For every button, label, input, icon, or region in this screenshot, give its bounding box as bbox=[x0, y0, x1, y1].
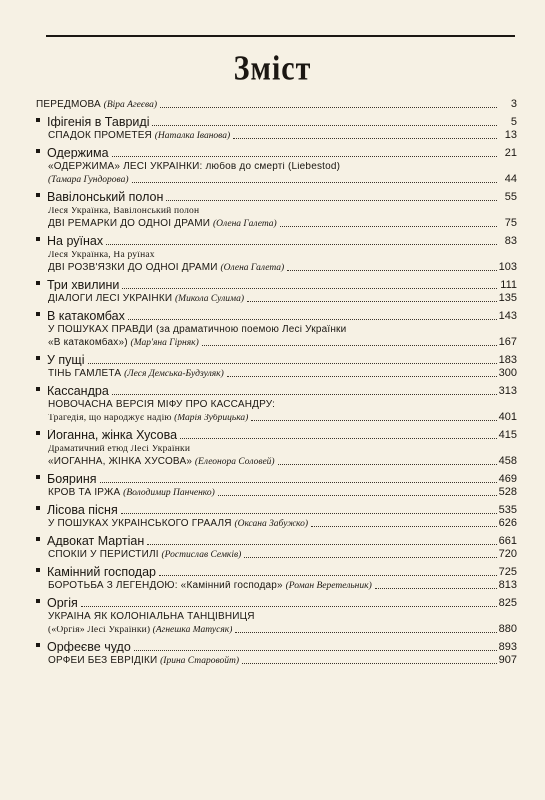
page-number: 111 bbox=[500, 279, 517, 291]
toc-text bbox=[36, 656, 239, 667]
toc-title: Вавілонський полон bbox=[47, 190, 164, 203]
toc-author: (Олена Галета) bbox=[220, 262, 285, 273]
toc-entry bbox=[36, 485, 517, 498]
toc-text bbox=[36, 429, 177, 442]
dot-leader bbox=[106, 244, 497, 245]
page-number: 21 bbox=[504, 147, 517, 159]
toc-section bbox=[36, 308, 517, 322]
toc-author: (Мар'яна Гірняк) bbox=[130, 337, 199, 348]
table-of-contents bbox=[36, 97, 517, 666]
toc-text bbox=[36, 612, 255, 622]
toc-author: (Агнешка Матусяк) bbox=[152, 625, 233, 635]
toc-text bbox=[36, 263, 284, 274]
toc-author: (Тамара Гундорова) bbox=[48, 174, 129, 185]
toc-text bbox=[36, 354, 85, 367]
toc-section bbox=[36, 145, 517, 159]
toc-section bbox=[36, 114, 517, 128]
toc-text bbox=[36, 414, 248, 424]
toc-title: («Оргія» Лесі Українки) bbox=[48, 625, 151, 635]
dot-leader bbox=[244, 557, 496, 558]
toc-title: «В катакомбах») bbox=[48, 337, 128, 348]
bullet-icon bbox=[36, 537, 40, 541]
toc-note bbox=[36, 622, 517, 635]
page-number: 661 bbox=[498, 535, 517, 547]
dot-leader bbox=[112, 156, 497, 157]
toc-title: Орфеєве чудо bbox=[47, 640, 131, 653]
bullet-icon bbox=[36, 237, 40, 241]
toc-entry bbox=[36, 335, 517, 348]
toc-title: ДВІ РЕМАРКИ ДО ОДНОЇ ДРАМИ bbox=[48, 218, 211, 229]
toc-author: (Роман Веретельник) bbox=[285, 580, 372, 591]
toc-title: Три хвилини bbox=[47, 278, 120, 291]
toc-title: Бояриня bbox=[47, 472, 97, 485]
toc-section bbox=[36, 277, 517, 291]
page-number: 458 bbox=[498, 455, 517, 467]
page-number: 825 bbox=[498, 597, 517, 609]
dot-leader bbox=[180, 438, 497, 439]
dot-leader bbox=[112, 394, 497, 395]
toc-author: (Ірина Старовойт) bbox=[160, 655, 240, 666]
page-number: 3 bbox=[510, 98, 517, 110]
page-number: 167 bbox=[498, 336, 517, 348]
toc-entry bbox=[36, 172, 517, 185]
toc-text bbox=[36, 147, 109, 160]
toc-text bbox=[36, 338, 199, 349]
page-number: 313 bbox=[498, 385, 517, 397]
dot-leader bbox=[128, 319, 497, 320]
toc-author: (Елеонора Соловей) bbox=[194, 456, 275, 467]
dot-leader bbox=[247, 301, 497, 302]
toc-note bbox=[36, 247, 517, 260]
toc-section bbox=[36, 189, 517, 203]
dot-leader bbox=[121, 513, 497, 514]
toc-text bbox=[36, 566, 156, 579]
dot-leader bbox=[166, 200, 497, 201]
dot-leader bbox=[235, 632, 496, 633]
bullet-icon bbox=[36, 568, 40, 572]
toc-entry bbox=[36, 366, 517, 379]
toc-entry bbox=[36, 454, 517, 467]
dot-leader bbox=[160, 107, 497, 108]
dot-leader bbox=[202, 345, 497, 346]
toc-entry bbox=[36, 128, 517, 141]
toc-text bbox=[36, 162, 340, 172]
page-number: 415 bbox=[498, 429, 517, 441]
toc-text bbox=[36, 473, 97, 486]
bullet-icon bbox=[36, 643, 40, 647]
toc-entry bbox=[36, 322, 517, 335]
page-number: 183 bbox=[498, 354, 517, 366]
page-number: 528 bbox=[498, 486, 517, 498]
dot-leader bbox=[218, 495, 497, 496]
toc-note bbox=[36, 203, 517, 216]
dot-leader bbox=[147, 544, 496, 545]
bullet-icon bbox=[36, 149, 40, 153]
toc-title: Іфігенія в Тавриді bbox=[47, 115, 150, 128]
toc-text bbox=[36, 385, 109, 398]
toc-entry bbox=[36, 578, 517, 591]
toc-author: (Микола Сулима) bbox=[175, 293, 244, 304]
toc-text bbox=[36, 626, 232, 636]
page-number: 401 bbox=[498, 411, 517, 423]
toc-author: (Леся Демська-Будзуляк) bbox=[124, 368, 224, 379]
toc-title: Лісова пісня bbox=[47, 503, 118, 516]
toc-author: (Ростислав Семків) bbox=[161, 549, 242, 560]
toc-title: ДВІ РОЗВ'ЯЗКИ ДО ОДНОЇ ДРАМИ bbox=[48, 262, 218, 273]
toc-title: Леся Українка, На руїнах bbox=[48, 250, 155, 260]
page-number: 83 bbox=[504, 235, 517, 247]
bullet-icon bbox=[36, 599, 40, 603]
page-number: 143 bbox=[498, 310, 517, 322]
toc-text bbox=[36, 219, 277, 230]
page-number: 725 bbox=[498, 566, 517, 578]
toc-section bbox=[36, 639, 517, 653]
toc-title: У ПОШУКАХ ПРАВДИ (за драматичною поемою Лесі Українки bbox=[48, 325, 347, 335]
toc-note bbox=[36, 410, 517, 423]
toc-section bbox=[36, 352, 517, 366]
page-number: 13 bbox=[504, 129, 517, 141]
bullet-icon bbox=[36, 281, 40, 285]
toc-text bbox=[36, 235, 103, 248]
dot-leader bbox=[242, 663, 497, 664]
toc-section bbox=[36, 564, 517, 578]
toc-entry bbox=[36, 260, 517, 273]
dot-leader bbox=[132, 182, 498, 183]
page-number: 893 bbox=[498, 641, 517, 653]
toc-text bbox=[36, 535, 144, 548]
toc-author: (Наталка Іванова) bbox=[154, 130, 231, 141]
toc-title: Оргія bbox=[47, 596, 78, 609]
page-number: 720 bbox=[498, 548, 517, 560]
toc-title: Одержима bbox=[47, 146, 109, 159]
toc-text bbox=[36, 504, 118, 517]
toc-section bbox=[36, 427, 517, 441]
toc-title: Камінний господар bbox=[47, 565, 156, 578]
toc-section bbox=[36, 383, 517, 397]
toc-text bbox=[36, 369, 224, 380]
dot-leader bbox=[287, 270, 496, 271]
page-number: 135 bbox=[498, 292, 517, 304]
toc-text bbox=[36, 519, 308, 530]
page-number: 535 bbox=[498, 504, 517, 516]
dot-leader bbox=[227, 376, 497, 377]
dot-leader bbox=[134, 650, 497, 651]
toc-title: СПОКІЙ У ПЕРИСТИЛІ bbox=[48, 549, 159, 560]
toc-title: ТІНЬ ГАМЛЕТА bbox=[48, 368, 122, 379]
toc-title: Леся Українка, Вавілонський полон bbox=[48, 206, 200, 216]
toc-section bbox=[36, 233, 517, 247]
top-rule bbox=[46, 35, 515, 37]
toc-title: БОРОТЬБА З ЛЕГЕНДОЮ: «Камінний господар» bbox=[48, 580, 283, 591]
toc-title: Адвокат Мартіан bbox=[47, 534, 145, 547]
toc-text bbox=[36, 581, 372, 592]
toc-title: На руїнах bbox=[47, 234, 104, 247]
toc-title: У ПОШУКАХ УКРАЇНСЬКОГО ГРААЛЯ bbox=[48, 518, 232, 529]
toc-title: Йоганна, жінка Хусова bbox=[47, 428, 178, 441]
dot-leader bbox=[88, 363, 497, 364]
dot-leader bbox=[152, 125, 497, 126]
dot-leader bbox=[251, 420, 496, 421]
dot-leader bbox=[375, 588, 497, 589]
toc-text bbox=[36, 207, 199, 217]
toc-text bbox=[36, 641, 131, 654]
dot-leader bbox=[81, 606, 497, 607]
toc-title: Кассандра bbox=[47, 384, 109, 397]
toc-title: ОРФЕЙ БЕЗ ЕВРІДІКИ bbox=[48, 655, 158, 666]
dot-leader bbox=[311, 526, 497, 527]
page-number: 907 bbox=[498, 654, 517, 666]
page-number: 469 bbox=[498, 473, 517, 485]
toc-text bbox=[36, 131, 230, 142]
toc-author: (Оксана Забужко) bbox=[234, 518, 309, 529]
page-number: 103 bbox=[498, 261, 517, 273]
toc-entry bbox=[36, 97, 517, 110]
page-title: Зміст bbox=[233, 49, 312, 88]
dot-leader bbox=[280, 226, 497, 227]
toc-title: ДІАЛОГИ ЛЕСІ УКРАЇНКИ bbox=[48, 293, 173, 304]
toc-title: УКРАЇНА ЯК КОЛОНІАЛЬНА ТАНЦІВНИЦЯ bbox=[48, 612, 255, 622]
toc-author: (Олена Галета) bbox=[212, 218, 277, 229]
toc-entry bbox=[36, 609, 517, 622]
toc-title: В катакомбах bbox=[47, 309, 125, 322]
toc-text bbox=[36, 325, 346, 335]
dot-leader bbox=[122, 288, 497, 289]
toc-title: КРОВ ТА ІРЖА bbox=[48, 487, 121, 498]
toc-text bbox=[36, 445, 190, 455]
toc-title: Трагедія, що народжує надію bbox=[48, 413, 172, 423]
toc-section bbox=[36, 471, 517, 485]
toc-title: СПАДОК ПРОМЕТЕЯ bbox=[48, 130, 152, 141]
toc-section bbox=[36, 595, 517, 609]
toc-title: «ЙОГАННА, ЖІНКА ХУСОВА» bbox=[48, 456, 193, 467]
dot-leader bbox=[159, 575, 497, 576]
page-number: 5 bbox=[510, 116, 517, 128]
toc-title: «ОДЕРЖИМА» ЛЕСІ УКРАЇНКИ: любов до смерті (Liebestod) bbox=[48, 162, 341, 172]
toc-text bbox=[36, 488, 215, 499]
toc-title: Драматичний етюд Лесі Українки bbox=[48, 444, 191, 454]
page-number: 55 bbox=[504, 191, 517, 203]
page-number: 300 bbox=[498, 367, 517, 379]
bullet-icon bbox=[36, 118, 40, 122]
toc-note bbox=[36, 441, 517, 454]
toc-entry bbox=[36, 397, 517, 410]
page-number: 813 bbox=[498, 579, 517, 591]
bullet-icon bbox=[36, 387, 40, 391]
toc-section bbox=[36, 533, 517, 547]
toc-text bbox=[36, 550, 241, 561]
toc-author: (Віра Агеєва) bbox=[103, 99, 157, 110]
toc-text bbox=[36, 294, 244, 305]
page-number: 44 bbox=[504, 173, 517, 185]
toc-text bbox=[36, 175, 129, 186]
page-number: 75 bbox=[504, 217, 517, 229]
bullet-icon bbox=[36, 312, 40, 316]
toc-entry bbox=[36, 547, 517, 560]
bullet-icon bbox=[36, 475, 40, 479]
toc-title: НОВОЧАСНА ВЕРСІЯ МІФУ ПРО КАССАНДРУ: bbox=[48, 400, 276, 410]
page-number: 880 bbox=[498, 623, 517, 635]
toc-text bbox=[36, 116, 149, 129]
bullet-icon bbox=[36, 431, 40, 435]
toc-entry bbox=[36, 159, 517, 172]
toc-entry bbox=[36, 291, 517, 304]
toc-text bbox=[36, 310, 125, 323]
toc-text bbox=[36, 251, 155, 261]
toc-title: ПЕРЕДМОВА bbox=[36, 99, 101, 110]
toc-author: (Марія Зубрицька) bbox=[174, 413, 249, 423]
toc-entry bbox=[36, 516, 517, 529]
toc-text bbox=[36, 400, 275, 410]
toc-section bbox=[36, 502, 517, 516]
bullet-icon bbox=[36, 506, 40, 510]
toc-text bbox=[36, 279, 119, 292]
toc-text bbox=[36, 457, 275, 468]
page-number: 626 bbox=[498, 517, 517, 529]
dot-leader bbox=[100, 482, 497, 483]
dot-leader bbox=[278, 464, 497, 465]
toc-entry bbox=[36, 653, 517, 666]
bullet-icon bbox=[36, 193, 40, 197]
toc-text bbox=[36, 100, 157, 111]
toc-text bbox=[36, 597, 78, 610]
bullet-icon bbox=[36, 356, 40, 360]
toc-text bbox=[36, 191, 163, 204]
toc-entry bbox=[36, 216, 517, 229]
toc-author: (Володимир Панченко) bbox=[123, 487, 215, 498]
dot-leader bbox=[233, 138, 497, 139]
toc-title: У пущі bbox=[47, 353, 85, 366]
